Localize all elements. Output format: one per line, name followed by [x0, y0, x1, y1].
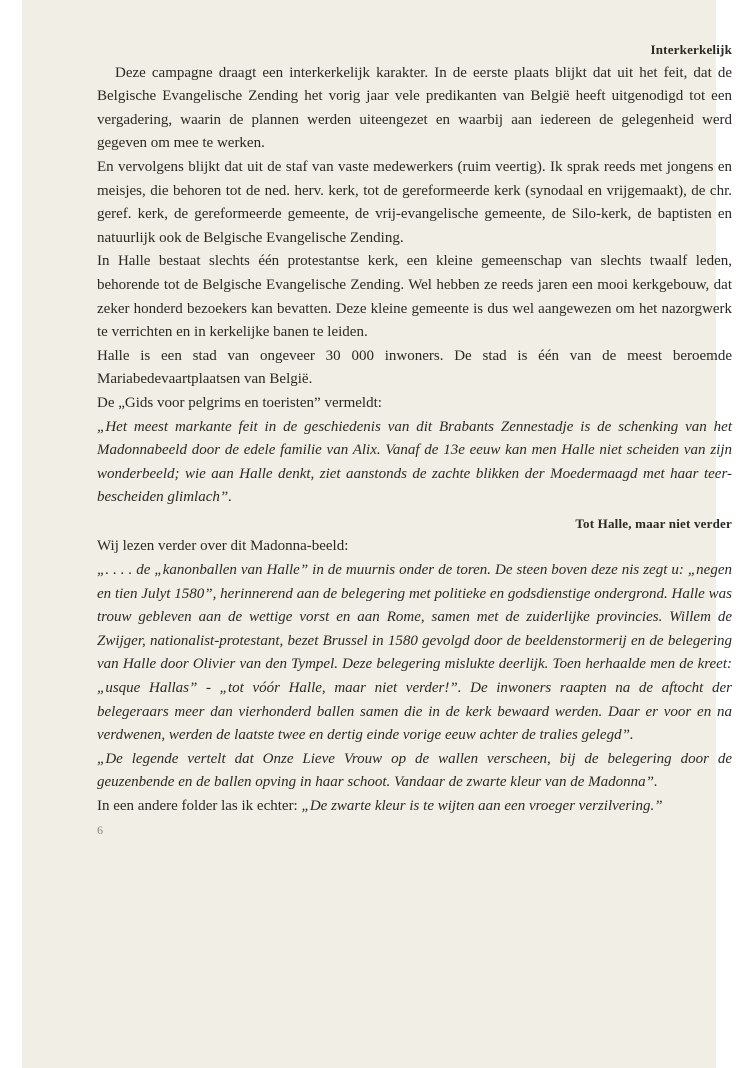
paragraph-staff: En vervolgens blijkt dat uit de staf van vaste medewerkers (ruim veertig). Ik sprak reeds met jongens en meisjes, die behoren tot de ned. herv. kerk, tot de gereformeerde kerk (synodaal en vrijgemaakt), de chr. geref. kerk, de gereformeerde gemeente, de vrij-evangelische gemeente, de Silo-kerk, de baptisten en natuurlijk ook de Belgische Evangelische Zending.: [97, 158, 732, 246]
paragraph-halle-church: In Halle bestaat slechts één protestantse kerk, een kleine gemeenschap van slechts twaalf leden, behorende tot de Belgische Evangelische Zending. Wel hebben ze reeds jaren een mooi kerkgebouw, dat zeker honderd bezoekers kan bevatten. Deze kleine gemeente is dus wel aangewezen om het nazorgwerk te verrichten en in kerkelijke banen te leiden.: [97, 253, 732, 341]
quote-folder: „De zwarte kleur is te wijten aan een vroeger verzilvering.”: [301, 798, 663, 814]
quote-guide: „Het meest markante feit in de geschiedenis van dit Brabants Zennestadje is de schenking van het Madonnabeeld door de edele familie van Alix. Vanaf de 13e eeuw kan men Halle niet scheiden van zijn wonderbeeld; wie aan Halle denkt, ziet aanstonds de zachte blikken der Moedermaagd met haar teer-bescheiden glimlach”.: [97, 418, 732, 506]
paragraph-guide-intro: De „Gids voor pelgrims en toeristen” vermeldt:: [97, 394, 382, 411]
paragraph-madonna-intro: Wij lezen verder over dit Madonna-beeld:: [97, 538, 349, 555]
section-heading-tot-halle: Tot Halle, maar niet verder: [575, 515, 732, 531]
section-heading-interkerkelijk: Interkerkelijk: [650, 42, 732, 57]
page-number: 6: [97, 822, 103, 837]
quote-cannonballs: „. . . . de „kanonballen van Halle” in de muurnis onder de toren. De steen boven deze nis zegt u: „negen en tien Julyt 1580”, herinnerend aan de belegering met politieke en godsdienstige ondergrond. Halle was trouw gebleven aan de wettige vorst en aan Rome, samen met de zuiderlijke provincies. Willem de Zwijger, nationalist-protestant, bezet Brussel in 1580 gevolgd door de beeldenstormerij en de belegering van Halle door Olivier van den Tympel. Deze belegering mislukte deerlijk. Toen herhaalde men de kreet: „usque Hallas” - „tot vóór Halle, maar niet verder!”. De inwoners raapten na de aftocht der belegeraars meer dan vierhonderd ballen samen die in de kerk bewaard werden. Daar er voor en na verdwenen, werden de laatste twee en dertig einde vorige eeuw achter de tralies gelegd”.: [97, 562, 732, 744]
paragraph-campaign: Deze campagne draagt een interkerkelijk karakter. In de eerste plaats blijkt dat uit het feit, dat de Belgische Evangelische Zending het vorig jaar vele predikanten van België heeft uitgenodigd tot een vergadering, waarin de plannen werden uiteengezet en waarbij aan iedereen de gelegenheid werd gegeven om mee te werken.: [97, 64, 732, 152]
book-page: [22, 0, 732, 1068]
folder-intro: In een andere folder las ik echter:: [97, 798, 302, 814]
paragraph-halle-city: Halle is een stad van ongeveer 30 000 inwoners. De stad is één van de meest beroemde Mariabedevaartplaatsen van België.: [97, 347, 732, 388]
quote-legend: „De legende vertelt dat Onze Lieve Vrouw op de wallen verscheen, bij de belegering door de geuzenbende en de ballen opving in haar schoot. Vandaar de zwarte kleur van de Madonna”.: [97, 750, 732, 791]
page-text-block: [97, 38, 732, 842]
paragraph-folder: [97, 795, 732, 819]
